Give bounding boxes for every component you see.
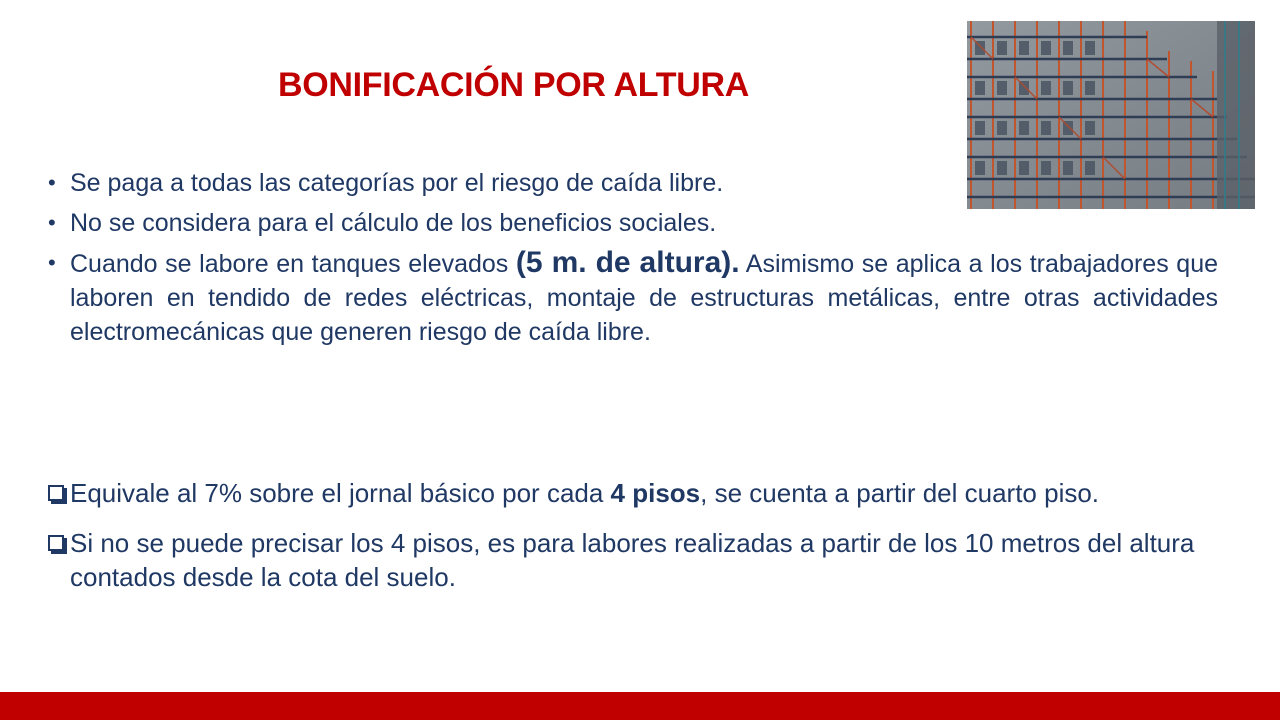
slide-title: BONIFICACIÓN POR ALTURA	[278, 66, 749, 104]
bullet-item	[48, 206, 1218, 240]
checkbox-item	[48, 476, 1218, 510]
bullet-item	[48, 246, 1218, 349]
checkbox-text: Equivale al 7% sobre el jornal básico por cada	[70, 478, 611, 508]
bullet-list	[48, 166, 1218, 355]
checkbox-text: Si no se puede precisar los 4 pisos, es para labores realizadas a partir de los 10 metros del altura contados desde la cota del suelo.	[70, 528, 1195, 592]
bullet-emphasis: (5 m. de altura).	[515, 246, 740, 279]
bullet-dot-icon: •	[48, 250, 56, 275]
bullet-text: No se considera para el cálculo de los beneficios sociales.	[70, 209, 717, 237]
bullet-text: Cuando se labore en tanques elevados	[70, 250, 516, 278]
bullet-dot-icon: •	[48, 210, 56, 235]
bullet-text: Se paga a todas las categorías por el riesgo de caída libre.	[70, 169, 724, 197]
bullet-item	[48, 166, 1218, 200]
checkbox-square-icon	[48, 485, 64, 501]
checkbox-list	[48, 476, 1218, 610]
bullet-text: Asimismo se aplica a los trabajadores que laboren en tendido de redes eléctricas, montaje de estructuras metálicas, entre otras actividades electromecánicas que generen riesgo de caída libre.	[70, 250, 1219, 346]
bullet-dot-icon: •	[48, 170, 56, 195]
checkbox-text: , se cuenta a partir del cuarto piso.	[700, 478, 1100, 508]
checkbox-square-icon	[48, 535, 64, 551]
checkbox-bold: 4 pisos	[610, 478, 701, 508]
checkbox-item	[48, 526, 1218, 594]
footer-bar	[0, 692, 1280, 720]
